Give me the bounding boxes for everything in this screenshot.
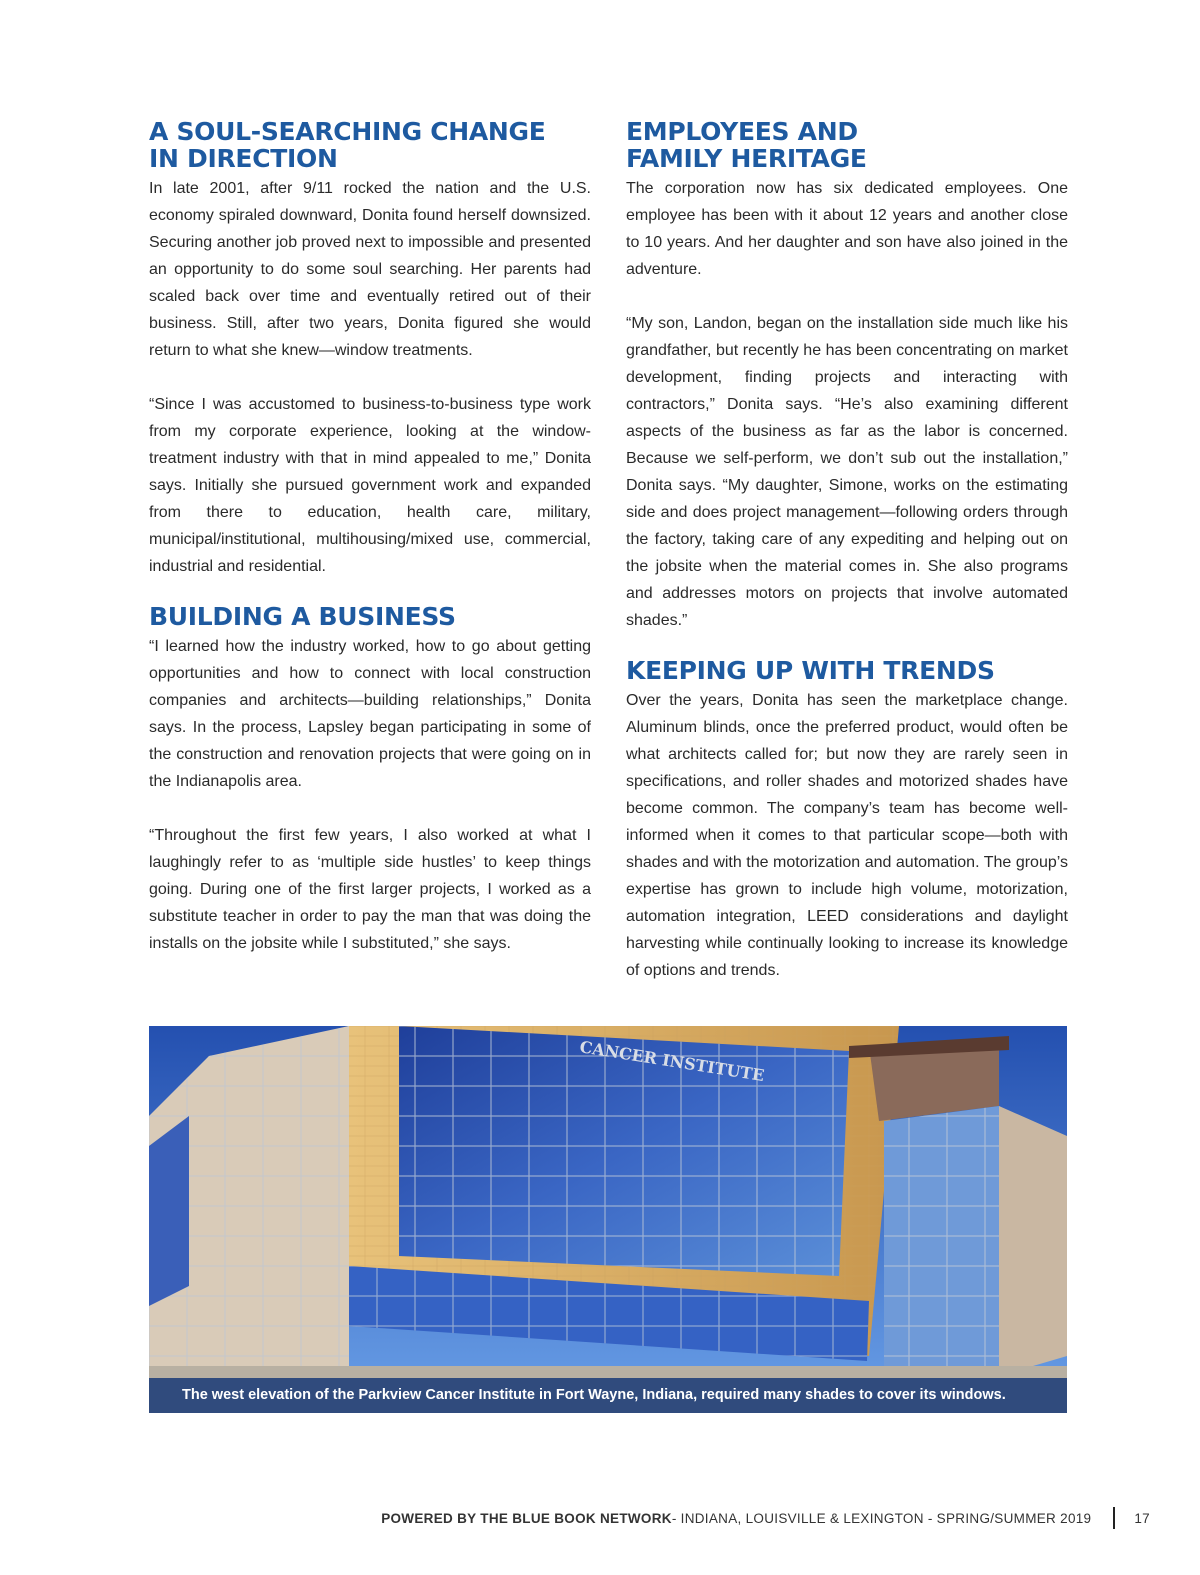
paragraph: “Throughout the first few years, I also worked at what I laughingly refer to as ‘multiple side hustles’ to keep things going. During one of the first larger projects, I worked as a substitute teacher in order to pay the man that was doing the installs on the jobsite while I substituted,” she says.: [149, 827, 591, 952]
cancer-institute-building-illustration: [149, 1026, 1067, 1413]
page-number: 17: [1134, 1510, 1150, 1526]
page-footer: [381, 1508, 1150, 1528]
paragraph: “My son, Landon, began on the installation side much like his grandfather, but recently he has been concentrating on market development, finding projects and interacting with contractors,” Donita says. “He’s also examining different aspects of the business as far as the labor is concerned. Because we self-perform, we don’t sub out the installation,” Donita says. “My daughter, Simone, works on the estimating side and does project management—following orders through the factory, taking care of any expediting and helping out on the jobsite when the material comes in. She also programs and addresses motors on projects that involve automated shades.”: [626, 315, 1068, 629]
footer-divider: [1113, 1507, 1115, 1529]
paragraph: “I learned how the industry worked, how to go about getting opportunities and how to connect with local construction companies and architects—building relationships,” Donita says. In the process, Lapsley began participating in some of the construction and renovation projects that were going on in the Indianapolis area.: [149, 638, 591, 790]
section-heading-trends: KEEPING UP WITH TRENDS: [626, 656, 995, 685]
paragraph: Over the years, Donita has seen the marketplace change. Aluminum blinds, once the preferred product, would often be what architects called for; but now they are rarely seen in specifications, and roller shades and motorized shades have become common. The company’s team has become well-informed when it comes to that particular scope—both with shades and with the motorization and automation. The group’s expertise has grown to include high volume, motorization, automation integration, LEED considerations and daylight harvesting while continually looking to increase its knowledge of options and trends.: [626, 692, 1068, 979]
paragraph: In late 2001, after 9/11 rocked the nation and the U.S. economy spiraled downward, Donita found herself downsized. Securing another job proved next to impossible and presented an opportunity to do some soul searching. Her parents had scaled back over time and eventually retired out of their business. Still, after two years, Donita figured she would return to what she knew—window treatments.: [149, 180, 591, 359]
photo-caption: The west elevation of the Parkview Cancer Institute in Fort Wayne, Indiana, required many shades to cover its windows.: [149, 1378, 1067, 1413]
building-sign-text: CANCER INSTITUTE: [578, 1037, 766, 1086]
left-column: [149, 118, 591, 957]
footer-brand: POWERED BY THE BLUE BOOK NETWORK: [381, 1510, 672, 1526]
paragraph: “Since I was accustomed to business-to-business type work from my corporate experience, looking at the window-treatment industry with that in mind appealed to me,” Donita says. Initially she pursued government work and expanded from there to education, health care, military, municipal/institutional, multihousing/mixed use, commercial, industrial and residential.: [149, 396, 591, 575]
building-photo: [149, 1026, 1067, 1413]
section-heading-employees: EMPLOYEES AND FAMILY HERITAGE: [626, 117, 867, 173]
right-column: [626, 118, 1068, 984]
section-heading-soul-searching: A SOUL-SEARCHING CHANGE IN DIRECTION: [149, 117, 546, 173]
section-heading-building-business: BUILDING A BUSINESS: [149, 602, 456, 631]
paragraph: The corporation now has six dedicated employees. One employee has been with it about 12 years and another close to 10 years. And her daughter and son have also joined in the adventure.: [626, 180, 1068, 278]
footer-detail: - INDIANA, LOUISVILLE & LEXINGTON - SPRING/SUMMER 2019: [671, 1510, 1092, 1526]
